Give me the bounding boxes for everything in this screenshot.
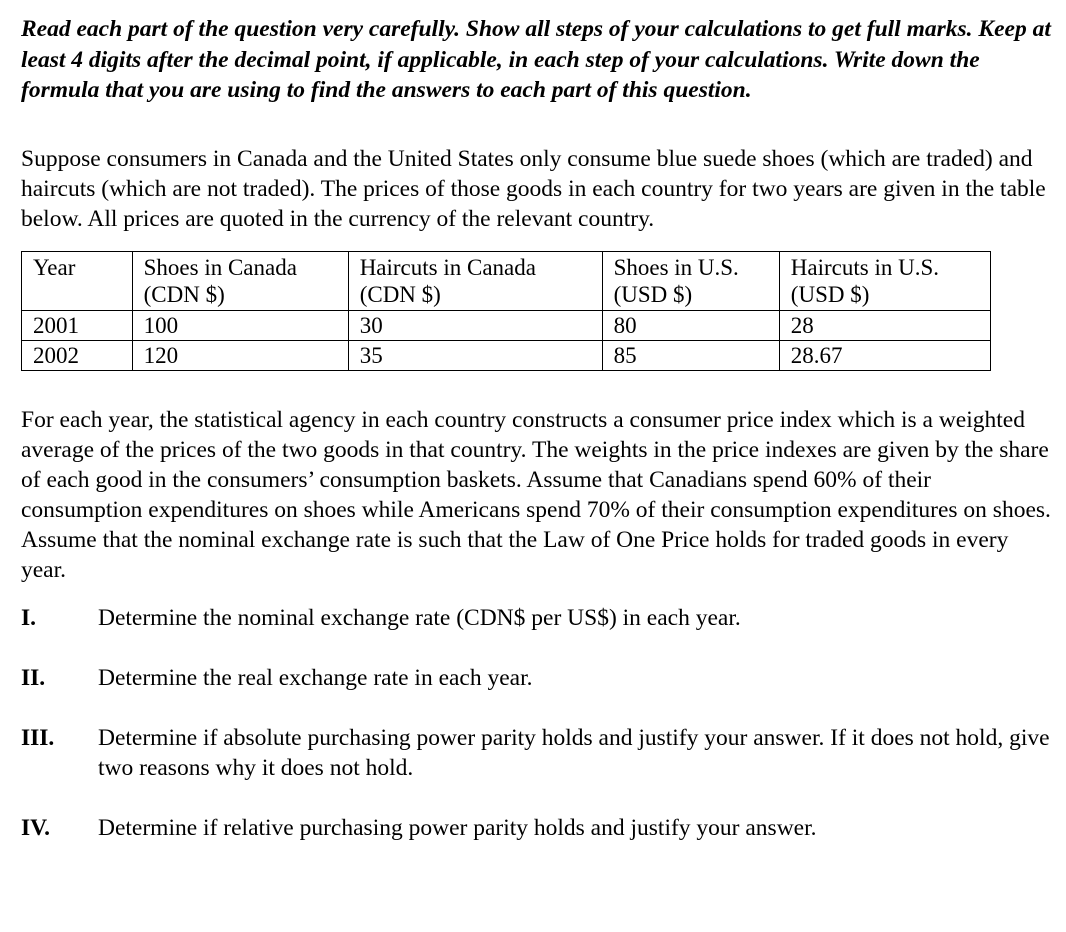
header-haircuts-us-line2: (USD $) xyxy=(790,281,870,307)
header-shoes-canada-line1: Shoes in Canada xyxy=(143,254,297,280)
question-text: Determine if absolute purchasing power parity holds and justify your answer. If it does not hold, give two reasons why it does not hold. xyxy=(98,724,1050,781)
header-shoes-us-line1: Shoes in U.S. xyxy=(613,254,739,280)
cell-haircuts-canada: 35 xyxy=(348,340,602,370)
header-haircuts-canada-line2: (CDN $) xyxy=(359,281,441,307)
intro-paragraph: Suppose consumers in Canada and the United States only consume blue suede shoes (which are traded) and haircuts (which are not traded). The prices of those goods in each country for two years are given in the table below. All prices are quoted in the currency of the relevant country. xyxy=(21,145,1046,232)
question-number: I. xyxy=(21,604,37,631)
question-item xyxy=(21,663,1051,693)
question-number: II. xyxy=(21,664,46,691)
header-haircuts-us-line1: Haircuts in U.S. xyxy=(790,254,940,280)
instructions-text: Read each part of the question very carefully. Show all steps of your calculations to get full marks. Keep at least 4 digits after the decimal point, if applicable, in each step of your calculations. Write down the formula that you are using to find the answers to each part of this question. xyxy=(21,16,1051,103)
header-haircuts-canada xyxy=(348,251,602,310)
cell-haircuts-us: 28.67 xyxy=(779,340,990,370)
question-text: Determine if relative purchasing power parity holds and justify your answer. xyxy=(98,814,817,841)
question-number: III. xyxy=(21,724,55,751)
cell-year: 2001 xyxy=(22,310,133,340)
header-year xyxy=(22,251,133,310)
question-item xyxy=(21,603,1051,633)
header-shoes-canada-line2: (CDN $) xyxy=(143,281,225,307)
header-year-line1: Year xyxy=(33,254,76,280)
table-row xyxy=(22,310,991,340)
cell-haircuts-us: 28 xyxy=(779,310,990,340)
cell-shoes-us: 80 xyxy=(602,310,779,340)
cell-shoes-canada: 120 xyxy=(132,340,348,370)
price-index-paragraph: For each year, the statistical agency in each country constructs a consumer price index which is a weighted average of the prices of the two goods in that country. The weights in the price indexes are given by the share of each good in the consumers’ consumption baskets. Assume that Canadians spend 60% of their consumption expenditures on shoes while Americans spend 70% of their consumption expenditures on shoes. Assume that the nominal exchange rate is such that the Law of One Price holds for traded goods in every year. xyxy=(21,406,1051,583)
header-haircuts-canada-line1: Haircuts in Canada xyxy=(359,254,536,280)
header-shoes-canada xyxy=(132,251,348,310)
question-item xyxy=(21,723,1051,783)
question-text: Determine the real exchange rate in each year. xyxy=(98,664,533,691)
header-haircuts-us xyxy=(779,251,990,310)
question-list xyxy=(21,603,1051,843)
cell-shoes-canada: 100 xyxy=(132,310,348,340)
cell-haircuts-canada: 30 xyxy=(348,310,602,340)
cell-year: 2002 xyxy=(22,340,133,370)
header-shoes-us-line2: (USD $) xyxy=(613,281,693,307)
header-shoes-us xyxy=(602,251,779,310)
question-text: Determine the nominal exchange rate (CDN$ per US$) in each year. xyxy=(98,604,741,631)
question-number: IV. xyxy=(21,814,50,841)
table-header-row xyxy=(22,251,991,310)
document-page xyxy=(21,14,1051,873)
cell-shoes-us: 85 xyxy=(602,340,779,370)
table-row xyxy=(22,340,991,370)
question-item xyxy=(21,813,1051,843)
price-table xyxy=(21,251,991,371)
